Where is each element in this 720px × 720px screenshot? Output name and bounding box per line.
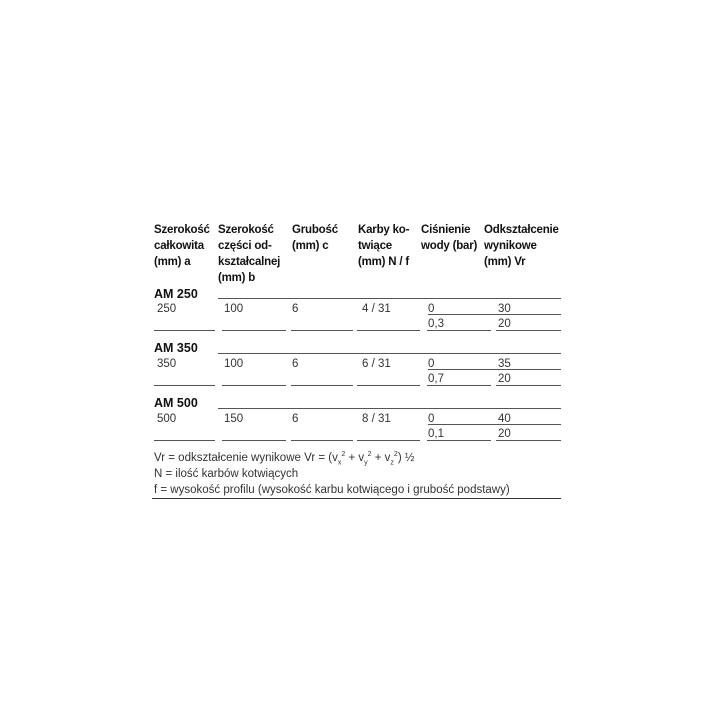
header-line: wynikowe (484, 240, 537, 252)
value-deformation: 35 (498, 358, 511, 370)
header-deformable-width (218, 222, 280, 286)
header-line: Odkształcenie (484, 224, 559, 236)
footnote-text: Vr = odkształcenie wynikowe Vr = (v (154, 452, 338, 464)
subscript: x (337, 459, 342, 467)
footnote-text: ) ½ (397, 452, 415, 464)
value-total-width: 350 (157, 358, 177, 370)
header-line: wody (bar) (421, 240, 478, 252)
superscript: 2 (367, 451, 372, 459)
header-line: twiące (358, 240, 392, 252)
header-line: Szerokość (218, 224, 274, 236)
cell-underline (291, 385, 353, 386)
cell-underline (357, 330, 420, 331)
cell-underline (427, 330, 491, 331)
value-total-width: 500 (157, 413, 177, 425)
cell-underline (427, 385, 491, 386)
row-divider (428, 369, 561, 370)
value-notches: 8 / 31 (362, 413, 391, 425)
footnote-f: f = wysokość profilu (wysokość karbu kotwiącego i grubość podstawy) (154, 484, 510, 496)
header-line: (mm) c (292, 240, 329, 252)
superscript: 2 (393, 451, 398, 459)
cell-underline (154, 440, 215, 441)
cell-underline (154, 330, 215, 331)
row-divider (428, 314, 561, 315)
value-deformation: 20 (498, 428, 511, 440)
header-total-width (154, 222, 210, 270)
cell-underline (357, 440, 420, 441)
value-pressure: 0 (428, 358, 435, 370)
cell-underline (496, 330, 561, 331)
value-thickness: 6 (292, 358, 299, 370)
value-deformation: 30 (498, 303, 511, 315)
value-deformation: 40 (498, 413, 511, 425)
header-line: części od- (218, 240, 272, 252)
header-line: Ciśnienie (421, 224, 471, 236)
header-thickness (292, 222, 338, 254)
value-pressure: 0,3 (428, 318, 444, 330)
value-thickness: 6 (292, 303, 299, 315)
value-thickness: 6 (292, 413, 299, 425)
header-line: Szerokość (154, 224, 210, 236)
header-line: całkowita (154, 240, 204, 252)
value-deformation: 20 (498, 318, 511, 330)
group-label: AM 500 (154, 396, 198, 410)
footnote-vr (154, 450, 414, 466)
header-line: Grubość (292, 224, 338, 236)
footnote-n: N = ilość karbów kotwiących (154, 468, 299, 480)
group-divider (218, 353, 561, 354)
value-deformable-width: 100 (224, 358, 244, 370)
subscript: z (390, 459, 394, 467)
header-resulting-deformation (484, 222, 559, 270)
header-line: Karby ko- (358, 224, 410, 236)
header-water-pressure (421, 222, 477, 254)
header-line: (mm) a (154, 256, 191, 268)
cell-underline (222, 330, 286, 331)
cell-underline (496, 385, 561, 386)
header-line: (mm) N / f (358, 256, 410, 268)
group-label: AM 250 (154, 287, 198, 301)
cell-underline (222, 440, 286, 441)
cell-underline (496, 440, 561, 441)
header-anchor-notches (358, 222, 409, 270)
cell-underline (291, 440, 353, 441)
value-notches: 4 / 31 (362, 303, 391, 315)
value-pressure: 0 (428, 413, 435, 425)
value-deformation: 20 (498, 373, 511, 385)
header-line: (mm) b (218, 272, 256, 284)
header-line: kształcalnej (218, 256, 281, 268)
cell-underline (222, 385, 286, 386)
footnote-text: + v (371, 452, 391, 464)
cell-underline (427, 440, 491, 441)
value-pressure: 0,1 (428, 428, 444, 440)
header-line: (mm) Vr (484, 256, 526, 268)
cell-underline (291, 330, 353, 331)
group-divider (218, 298, 561, 299)
value-total-width: 250 (157, 303, 177, 315)
value-notches: 6 / 31 (362, 358, 391, 370)
subscript: y (364, 459, 368, 467)
group-divider (218, 408, 561, 409)
cell-underline (154, 385, 215, 386)
superscript: 2 (341, 451, 346, 459)
group-label: AM 350 (154, 341, 198, 355)
row-divider (428, 424, 561, 425)
value-deformable-width: 150 (224, 413, 244, 425)
value-pressure: 0,7 (428, 373, 444, 385)
cell-underline (357, 385, 420, 386)
value-deformable-width: 100 (224, 303, 244, 315)
value-pressure: 0 (428, 303, 435, 315)
footnote-text: + v (345, 452, 365, 464)
table-bottom-rule (152, 498, 561, 499)
